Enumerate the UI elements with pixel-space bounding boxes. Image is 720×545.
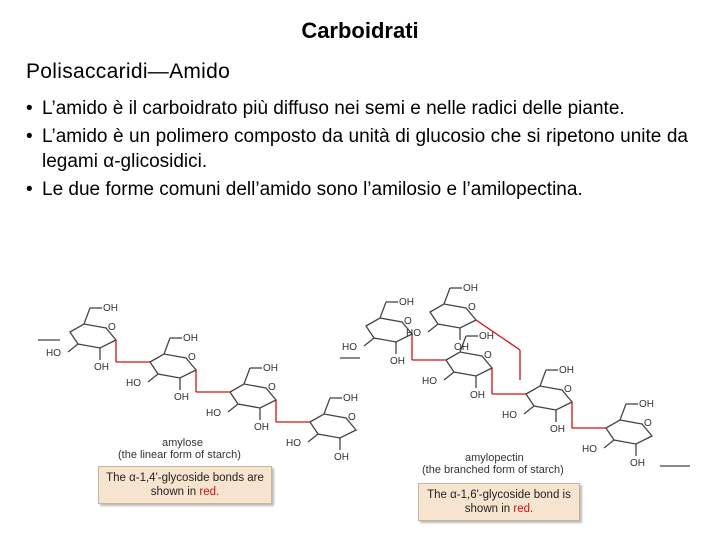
ring-o-label: O	[108, 322, 116, 333]
amylose-bond-red: red.	[199, 486, 220, 498]
bullet-icon: •	[26, 126, 33, 147]
ring-oh-label: OH	[399, 297, 414, 308]
ring-oh-bond	[524, 406, 534, 414]
ring-labels	[46, 283, 654, 469]
ring-o-label: O	[404, 316, 412, 327]
ring-ch2-bond	[380, 302, 386, 318]
bullet-item	[26, 96, 688, 121]
ring-o-label: O	[484, 350, 492, 361]
ring-ho-label: HO	[286, 438, 301, 449]
amylopectin-bond-text: The α-1,6'-glycoside bond is shown in	[427, 489, 571, 515]
slide-title: Carboidrati	[301, 18, 419, 43]
ring-ho-label: HO	[126, 378, 141, 389]
ring-oh-label: OH	[174, 392, 189, 403]
ring-ho-label: HO	[406, 328, 421, 339]
ring-oh-label: OH	[390, 356, 405, 367]
ring-oh-label: OH	[630, 458, 645, 469]
amylose-bond-text: The α-1,4'-glycoside bonds are shown in	[106, 472, 264, 498]
amylose-desc: (the linear form of starch)	[118, 449, 241, 461]
ring-oh-bond	[428, 324, 438, 332]
starch-structures-figure	[0, 280, 720, 540]
ring-o-label: O	[268, 382, 276, 393]
bullet-text: Le due forme comuni dell’amido sono l’amilosio e l’amilopectina.	[42, 179, 583, 200]
ring-oh-label: OH	[183, 333, 198, 344]
amylopectin-name: amylopectin	[465, 452, 524, 464]
ring-ch2-bond	[324, 398, 330, 414]
ring-ch2-bond	[444, 288, 450, 304]
ring-oh-bond	[68, 344, 78, 352]
slide-subtitle: Polisaccaridi—Amido	[26, 60, 231, 83]
ring-oh-label: OH	[479, 331, 494, 342]
ring-oh-label: OH	[103, 303, 118, 314]
ring-ho-label: HO	[502, 410, 517, 421]
ring-ho-label: HO	[46, 348, 61, 359]
amylopectin-bond-note	[418, 483, 580, 521]
bullet-icon: •	[26, 98, 33, 119]
ring-ho-label: HO	[342, 342, 357, 353]
bullet-text: L’amido è il carboidrato più diffuso nei semi e nelle radici delle piante.	[42, 98, 625, 119]
ring-ho-label: HO	[206, 408, 221, 419]
ring-oh-label: OH	[454, 342, 469, 353]
ring-oh-bond	[364, 338, 374, 346]
ring-ch2-bond	[164, 338, 170, 354]
glucose-rings	[38, 288, 690, 466]
ring-ch2-bond	[244, 368, 250, 384]
ring-o-label: O	[188, 352, 196, 363]
ring-oh-bond	[228, 404, 238, 412]
ring-oh-bond	[308, 434, 318, 442]
amylose-name: amylose	[162, 437, 203, 449]
ring-oh-label: OH	[550, 424, 565, 435]
ring-oh-label: OH	[254, 422, 269, 433]
ring-ho-label: HO	[582, 444, 597, 455]
ring-oh-label: OH	[343, 393, 358, 404]
amylose-bond-note	[98, 466, 272, 504]
ring-oh-bond	[604, 440, 614, 448]
bullet-item	[26, 124, 688, 174]
ring-oh-label: OH	[559, 365, 574, 376]
amylopectin-desc: (the branched form of starch)	[422, 464, 564, 476]
ring-oh-label: OH	[639, 399, 654, 410]
amylopectin-bond-red: red.	[513, 503, 534, 515]
ring-ch2-bond	[620, 404, 626, 420]
ring-ho-label: HO	[422, 376, 437, 387]
ring-oh-label: OH	[94, 362, 109, 373]
ring-ch2-bond	[84, 308, 90, 324]
ring-o-label: O	[644, 418, 652, 429]
ring-oh-label: OH	[463, 283, 478, 294]
ring-oh-label: OH	[334, 452, 349, 463]
ring-oh-label: OH	[263, 363, 278, 374]
ring-o-label: O	[468, 302, 476, 313]
bullet-item	[26, 177, 688, 202]
ring-oh-label: OH	[470, 390, 485, 401]
bullet-text: L’amido è un polimero composto da unità di glucosio che si ripetono unite da legami α-glicosidici.	[42, 126, 688, 172]
ring-o-label: O	[348, 412, 356, 423]
ring-o-label: O	[564, 384, 572, 395]
bullet-icon: •	[26, 179, 33, 200]
ring-ch2-bond	[540, 370, 546, 386]
ring-oh-bond	[148, 374, 158, 382]
bullet-list	[26, 96, 688, 205]
ring-oh-bond	[444, 372, 454, 380]
